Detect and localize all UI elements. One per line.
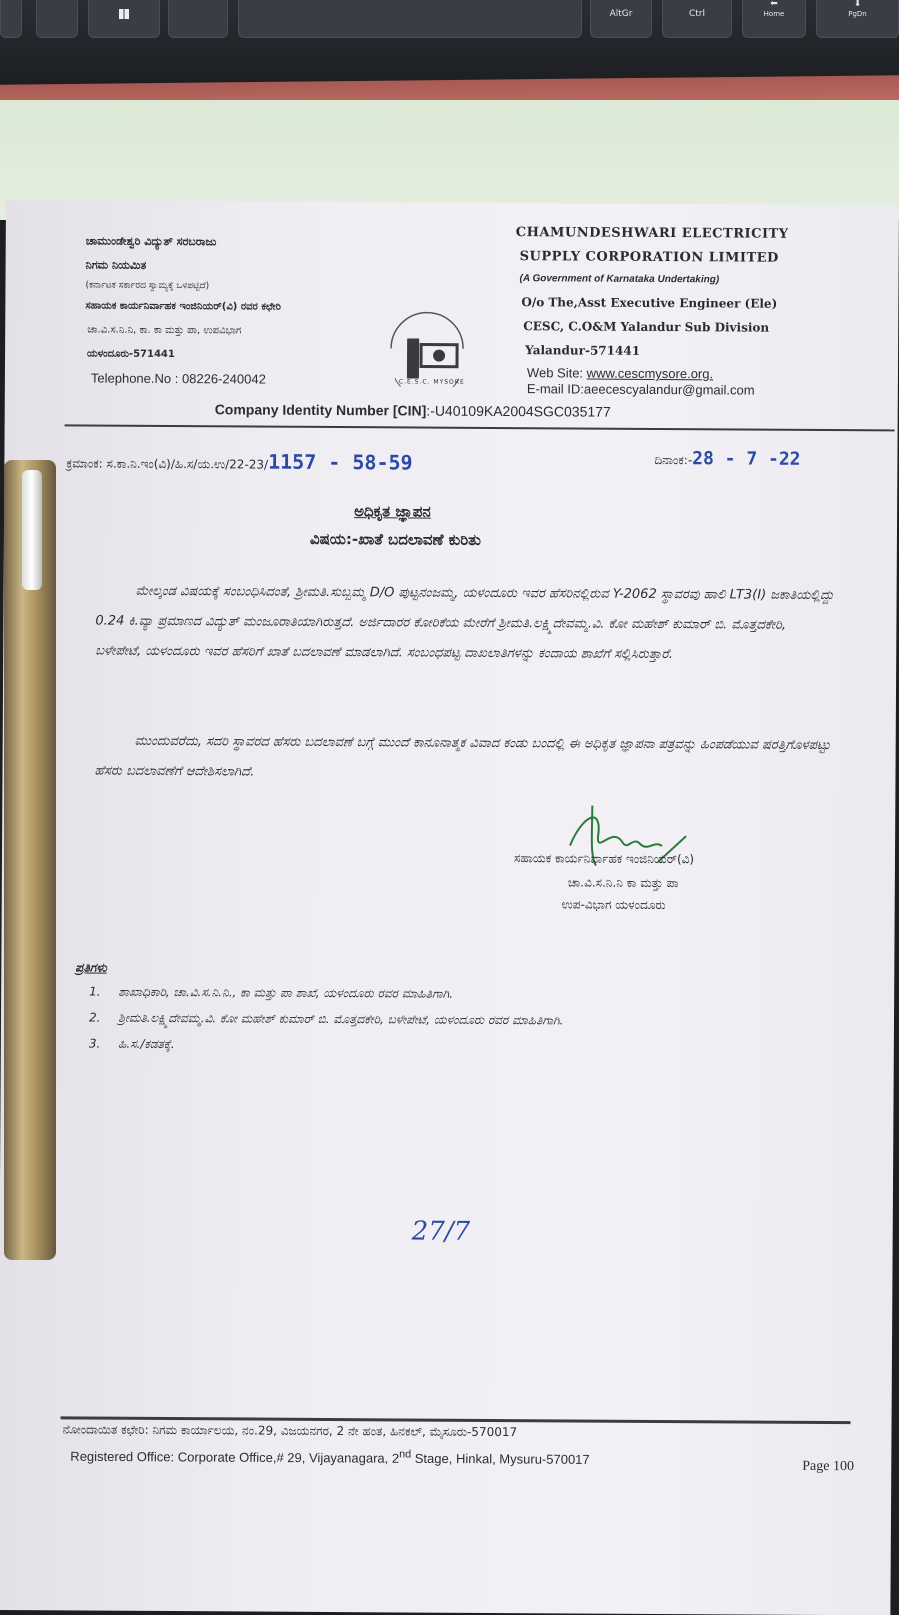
cin-label: Company Identity Number: [214, 401, 393, 419]
copies-heading: ಪ್ರತಿಗಳು: [75, 960, 107, 975]
cin-box: [CIN]: [392, 402, 427, 419]
copy-item-number: 3.: [88, 1036, 101, 1051]
office-line-3: Yalandur-571441: [525, 343, 641, 358]
header-divider: [65, 424, 895, 431]
footer-kannada: ನೋಂದಾಯಿತ ಕಛೇರಿ: ನಿಗಮ ಕಾರ್ಯಾಲಯ, ನಂ.29, ವಿಜಯನಗರ, 2 ನೇ ಹಂತ, ಹಿನಕಲ್, ಮೈಸೂರು-570017: [62, 1422, 518, 1440]
date-label: ದಿನಾಂಕ:-: [654, 452, 693, 468]
copy-item: [89, 1011, 564, 1029]
subject-line: ವಿಷಯ:-ಖಾತೆ ಬದಲಾವಣೆ ಕುರಿತು: [309, 529, 481, 549]
signatory-org: ಚಾ.ವಿ.ಸ.ನಿ.ನಿ ಕಾ ಮತ್ತು ಪಾ: [567, 875, 679, 891]
body-paragraph-1: ಮೇಲ್ಕಂಡ ವಿಷಯಕ್ಕೆ ಸಂಬಂಧಿಸಿದಂತೆ, ಶ್ರೀಮತಿ.ಸುಬ್ಬಮ್ಮ D/O ಪುಟ್ಟನಂಜಮ್ಮ, ಯಳಂದೂರು ಇವರ ಹೆಸರಿನಲ್ಲಿರುವ Y-2062 ಸ್ಥಾವರವು ಹಾಲಿ LT3(I) ಜಕಾತಿಯಲ್ಲಿದ್ದು 0.24 ಕಿ.ವ್ಯಾ ಪ್ರಮಾಣದ ವಿದ್ಯುತ್ ಮಂಜೂರಾತಿಯಾಗಿರುತ್ತದೆ. ಅರ್ಜಿದಾರರ ಕೋರಿಕೆಯ ಮೇರೆಗೆ ಶ್ರೀಮತಿ.ಲಕ್ಷ್ಮಿದೇವಮ್ಮ.ವಿ. ಕೋ ಮಹೇಶ್ ಕುಮಾರ್ ಬಿ. ಮೊತ್ತದಕೇರಿ, ಬಳೇಪೇಟೆ, ಯಳಂದೂರು ಇವರ ಹೆಸರಿಗೆ ಖಾತೆ ಬದಲಾವಣೆ ಮಾಡಲಾಗಿದೆ. ಸಂಬಂಧಪಟ್ಟ ದಾಖಲಾತಿಗಳನ್ನು ಕಂದಾಯ ಶಾಖೆಗೆ ಸಲ್ಲಿಸಿರುತ್ತಾರೆ.: [95, 583, 834, 663]
keyboard-key: [0, 0, 22, 38]
arrow-left-icon: ⬅: [770, 0, 778, 9]
keyboard-strip: [0, 0, 899, 80]
logo-text: C.E.S.C. MYSORE: [398, 378, 465, 386]
reference-number-line: [66, 448, 412, 474]
alt-key: [168, 0, 228, 38]
clip-blade: [22, 470, 42, 590]
space-key: [238, 0, 582, 38]
website-link[interactable]: www.cescmysore.org.: [586, 365, 714, 382]
letterhead-kannada-5: ಚಾ.ವಿ.ಸ.ನಿ.ನಿ, ಕಾ. ಕಾ ಮತ್ತು ಪಾ, ಉಪವಿಭಾಗ: [87, 324, 242, 337]
home-key: ⬅ Home: [742, 0, 806, 38]
govt-undertaking-note: (A Government of Karnataka Undertaking): [519, 273, 720, 286]
company-name-line-1: CHAMUNDESHWARI ELECTRICITY: [515, 225, 789, 242]
document-page: [0, 200, 899, 1615]
website-label: Web Site:: [526, 365, 584, 381]
footer-english-part-b: Stage, Hinkal, Mysuru-570017: [411, 1450, 590, 1467]
windows-icon: [119, 9, 129, 19]
letterhead-kannada-3: (ಕರ್ನಾಟಕ ಸರ್ಕಾರದ ಸ್ವಾಮ್ಯಕ್ಕೆ ಒಳಪಟ್ಟಿದೆ): [85, 280, 210, 292]
arrow-down-icon: ⬇: [853, 0, 862, 9]
copy-item-text: ಶ್ರೀಮತಿ.ಲಕ್ಷ್ಮಿದೇವಮ್ಮ.ವಿ. ಕೋ ಮಹೇಶ್ ಕುಮಾರ್ ಬಿ. ಮೊತ್ತದಕೇರಿ, ಬಳೇಪೇಟೆ, ಯಳಂದೂರು ರವರ ಮಾಹಿತಿಗಾಗಿ.: [118, 1010, 564, 1028]
reference-handwritten: 1157 - 58-59: [268, 449, 413, 475]
altgr-key: AltGr: [590, 0, 652, 38]
memo-heading: ಅಧಿಕೃತ ಜ್ಞಾಪನ: [354, 502, 431, 521]
signatory-division: ಉಪ-ವಿಭಾಗ ಯಳಂದೂರು: [561, 897, 666, 913]
copy-item: [89, 985, 453, 1002]
signature-mark: [562, 795, 703, 886]
letterhead-kannada-2: ನಿಗಮ ನಿಯಮಿತ: [85, 258, 147, 272]
copy-item-text: ಶಾಖಾಧಿಕಾರಿ, ಚಾ.ವಿ.ಸ.ನಿ.ನಿ., ಕಾ ಮತ್ತು ಪಾ ಶಾಖೆ, ಯಳಂದೂರು ರವರ ಮಾಹಿತಿಗಾಗಿ.: [118, 984, 454, 1001]
footer-english-superscript: nd: [399, 1448, 412, 1461]
footer-english: [70, 1446, 589, 1467]
ctrl-key: Ctrl: [662, 0, 732, 38]
telephone: Telephone.No : 08226-240042: [90, 370, 266, 387]
cin-line: [215, 401, 611, 419]
keyboard-key: [36, 0, 78, 38]
cin-value: :-U40109KA2004SGC035177: [426, 402, 611, 420]
body-paragraph-2: ಮುಂದುವರೆದು, ಸದರಿ ಸ್ಥಾವರದ ಹೆಸರು ಬದಲಾವಣೆ ಬಗ್ಗೆ ಮುಂದೆ ಕಾನೂನಾತ್ಮಕ ವಿವಾದ ಕಂಡು ಬಂದಲ್ಲಿ ಈ ಅಧಿಕೃತ ಜ್ಞಾಪನಾ ಪತ್ರವನ್ನು ಹಿಂಪಡೆಯುವ ಷರತ್ತಿಗೊಳಪಟ್ಟು ಹೆಸರು ಬದಲಾವಣೆಗೆ ಆದೇಶಿಸಲಾಗಿದೆ.: [94, 733, 831, 780]
footer-english-part-a: Registered Office: Corporate Office,# 29, Vijayanagara, 2: [70, 1448, 400, 1466]
windows-key: [88, 0, 160, 38]
handwritten-note: 27/7: [411, 1216, 471, 1247]
date-handwritten: 28 - 7 -22: [692, 448, 801, 470]
email-line: E-mail ID:aeecescyalandur@gmail.com: [526, 381, 755, 398]
letterhead-kannada-6: ಯಳಂದೂರು-571441: [87, 348, 175, 361]
signatory-title: ಸಹಾಯಕ ಕಾರ್ಯನಿರ್ವಾಹಕ ಇಂಜಿನಿಯರ್(ವಿ): [513, 851, 695, 867]
letterhead-kannada-1: ಚಾಮುಂಡೇಶ್ವರಿ ವಿದ್ಯುತ್ ಸರಬರಾಜು: [85, 234, 217, 249]
copy-item-number: 1.: [89, 984, 101, 999]
cesc-logo: [385, 308, 469, 387]
pgdn-key: ⬇ PgDn: [816, 0, 899, 38]
reference-label: ಕ್ರಮಾಂಕ: ಸ.ಕಾ.ನಿ.ಇಂ(ವಿ)/ಹಿ.ಸ/ಯ.ಉ/22-23/: [66, 456, 269, 472]
website-line: [527, 365, 713, 381]
page-number: Page 100: [802, 1458, 855, 1475]
letterhead-kannada-4: ಸಹಾಯಕ ಕಾರ್ಯನಿರ್ವಾಹಕ ಇಂಜಿನಿಯರ್(ವಿ) ರವರ ಕಛೇರಿ: [85, 300, 281, 313]
copy-item-number: 2.: [88, 1010, 101, 1025]
office-line-1: O/o The,Asst Executive Engineer (Ele): [521, 295, 778, 311]
date-line: [654, 448, 800, 470]
copy-item-text: ಹಿ.ಸ./ಕಡತಕ್ಕೆ.: [118, 1036, 175, 1052]
company-name-line-2: SUPPLY CORPORATION LIMITED: [519, 249, 779, 266]
office-line-2: CESC, C.O&M Yalandur Sub Division: [523, 319, 770, 335]
copy-item: [89, 1037, 175, 1053]
